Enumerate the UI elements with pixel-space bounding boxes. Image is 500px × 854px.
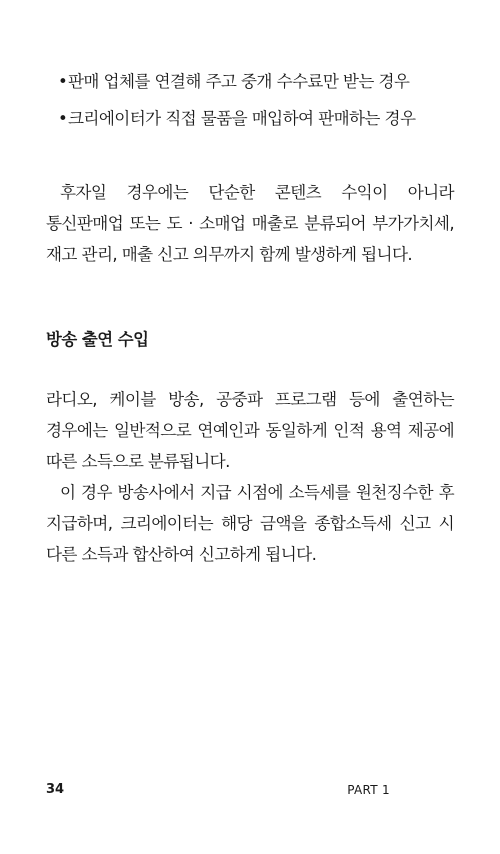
part-label: PART 1 <box>347 782 390 797</box>
list-item <box>46 103 454 134</box>
bullet-dot-icon: • <box>58 109 68 128</box>
bullet-dot-icon: • <box>58 72 68 91</box>
body-paragraph: 라디오, 케이블 방송, 공중파 프로그램 등에 출연하는 경우에는 일반적으로 연예인과 동일하게 인적 용역 제공에 따른 소득으로 분류됩니다. <box>46 390 454 471</box>
section-heading: 방송 출연 수입 <box>46 330 149 349</box>
page-footer <box>46 782 390 797</box>
bullet-text: 크리에이터가 직접 물품을 매입하여 판매하는 경우 <box>68 109 416 128</box>
page-number: 34 <box>46 782 65 797</box>
page-content <box>46 66 454 570</box>
body-paragraph: 후자일 경우에는 단순한 콘텐츠 수익이 아니라 통신판매업 또는 도 · 소매업 매출로 분류되어 부가가치세, 재고 관리, 매출 신고 의무까지 함께 발생하게 됩니다. <box>46 183 454 264</box>
body-paragraph: 이 경우 방송사에서 지급 시점에 소득세를 원천징수한 후 지급하며, 크리에이터는 해당 금액을 종합소득세 신고 시 다른 소득과 합산하여 신고하게 됩니다. <box>46 483 454 564</box>
bullet-text: 판매 업체를 연결해 주고 중개 수수료만 받는 경우 <box>68 72 410 91</box>
bullet-list <box>46 66 454 134</box>
list-item <box>46 66 454 97</box>
